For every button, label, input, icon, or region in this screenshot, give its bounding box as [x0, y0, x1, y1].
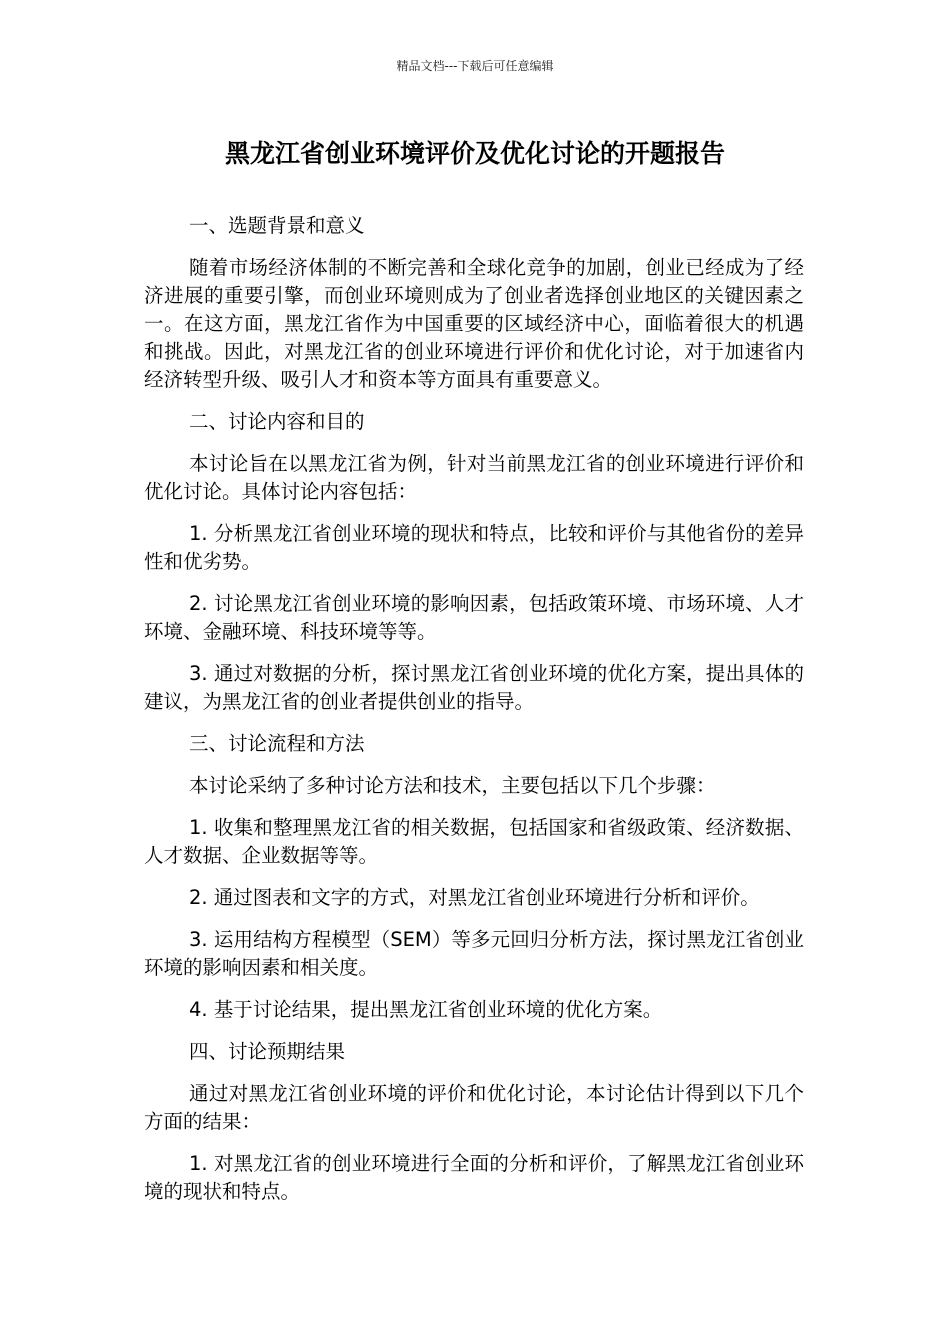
header-note: 精品文档---下载后可任意编辑 [396, 59, 554, 73]
list-item: 2. 通过图表和文字的方式，对黑龙江省创业环境进行分析和评价。 [189, 886, 760, 909]
paragraph: 随着市场经济体制的不断完善和全球化竞争的加剧，创业已经成为了经济进展的重要引擎，而创业环境则成为了创业者选择创业地区的关键因素之一。在这方面，黑龙江省作为中国重要的区域经济中心，面临着很大的机遇和挑战。因此，对黑龙江省的创业环境进行评价和优化讨论，对于加速省内经济转型升级、吸引人才和资本等方面具有重要意义。 [144, 256, 804, 391]
list-item: 1. 对黑龙江省的创业环境进行全面的分析和评价，了解黑龙江省创业环境的现状和特点。 [144, 1152, 804, 1203]
paragraph: 本讨论采纳了多种讨论方法和技术，主要包括以下几个步骤： [189, 774, 716, 797]
list-item: 1. 收集和整理黑龙江省的相关数据，包括国家和省级政策、经济数据、人才数据、企业数据等等。 [144, 816, 804, 867]
paragraph: 通过对黑龙江省创业环境的评价和优化讨论，本讨论估计得到以下几个方面的结果： [144, 1082, 804, 1133]
document-title: 黑龙江省创业环境评价及优化讨论的开题报告 [224, 139, 725, 168]
list-item: 4. 基于讨论结果，提出黑龙江省创业环境的优化方案。 [189, 998, 663, 1021]
list-item: 1. 分析黑龙江省创业环境的现状和特点，比较和评价与其他省份的差异性和优劣势。 [144, 522, 804, 573]
paragraph: 本讨论旨在以黑龙江省为例，针对当前黑龙江省的创业环境进行评价和优化讨论。具体讨论内容包括： [144, 452, 804, 503]
document-body [144, 212, 804, 1220]
list-item: 2. 讨论黑龙江省创业环境的影响因素，包括政策环境、市场环境、人才环境、金融环境、科技环境等等。 [144, 592, 804, 643]
list-item: 3. 通过对数据的分析，探讨黑龙江省创业环境的优化方案，提出具体的建议，为黑龙江省的创业者提供创业的指导。 [144, 662, 804, 713]
section-heading: 一、选题背景和意义 [189, 214, 365, 237]
section-heading: 三、讨论流程和方法 [189, 732, 365, 755]
list-item: 3. 运用结构方程模型（SEM）等多元回归分析方法，探讨黑龙江省创业环境的影响因素和相关度。 [144, 928, 804, 979]
section-heading: 四、讨论预期结果 [189, 1040, 346, 1063]
section-heading: 二、讨论内容和目的 [189, 410, 365, 433]
